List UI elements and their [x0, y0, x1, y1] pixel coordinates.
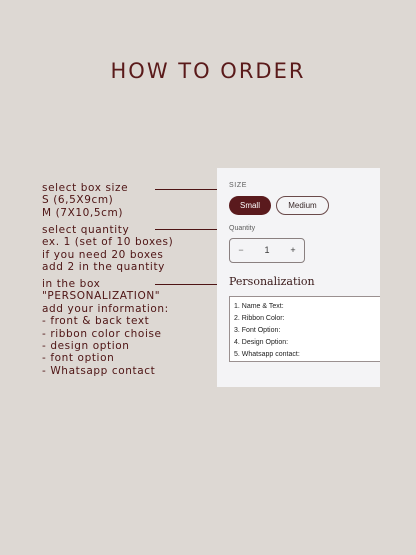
- instruction-line: - design option: [42, 340, 130, 353]
- size-option-medium[interactable]: Medium: [276, 196, 329, 215]
- instruction-line: S (6,5X9cm): [42, 194, 114, 207]
- instruction-line: select quantity: [42, 224, 130, 236]
- instruction-line: - front & back text: [42, 315, 150, 328]
- instruction-line: M (7X10,5cm): [42, 206, 124, 219]
- personalization-line: 2. Ribbon Color:: [234, 315, 285, 322]
- personalization-line: 1. Name & Text:: [234, 303, 284, 310]
- instruction-line: - ribbon color choise: [42, 327, 162, 340]
- size-label: SIZE: [229, 182, 247, 189]
- size-instructions: [42, 182, 128, 219]
- quantity-leader-line: [155, 229, 220, 230]
- instruction-line: add your information:: [42, 302, 169, 315]
- size-option-small[interactable]: Small: [229, 196, 271, 215]
- instruction-line: if you need 20 boxes: [42, 248, 164, 261]
- instruction-line: "PERSONALIZATION": [42, 290, 161, 303]
- product-options-panel: [217, 168, 380, 387]
- personalization-line: 4. Design Option:: [234, 339, 289, 346]
- instruction-line: in the box: [42, 278, 101, 290]
- personalization-title: Personalization: [229, 275, 315, 288]
- personalization-line: 5. Whatsapp contact:: [234, 351, 300, 358]
- instruction-line: select box size: [42, 182, 129, 194]
- quantity-input[interactable]: 1: [264, 245, 270, 255]
- instruction-line: - Whatsapp contact: [42, 364, 156, 377]
- size-leader-line: [155, 189, 220, 190]
- page-title: HOW TO ORDER: [110, 59, 306, 83]
- personalization-textarea[interactable]: [229, 296, 380, 362]
- quantity-instructions: [42, 224, 173, 274]
- quantity-label: Quantity: [229, 225, 256, 232]
- instruction-line: ex. 1 (set of 10 boxes): [42, 236, 174, 249]
- personalization-line: 3. Font Option:: [234, 327, 281, 334]
- instruction-line: add 2 in the quantity: [42, 261, 165, 274]
- personalization-leader-line: [155, 284, 220, 285]
- instruction-line: - font option: [42, 352, 115, 365]
- quantity-stepper: [229, 238, 305, 263]
- quantity-increase-button[interactable]: +: [290, 245, 296, 255]
- quantity-decrease-button[interactable]: −: [238, 245, 244, 255]
- personalization-instructions: [42, 278, 169, 377]
